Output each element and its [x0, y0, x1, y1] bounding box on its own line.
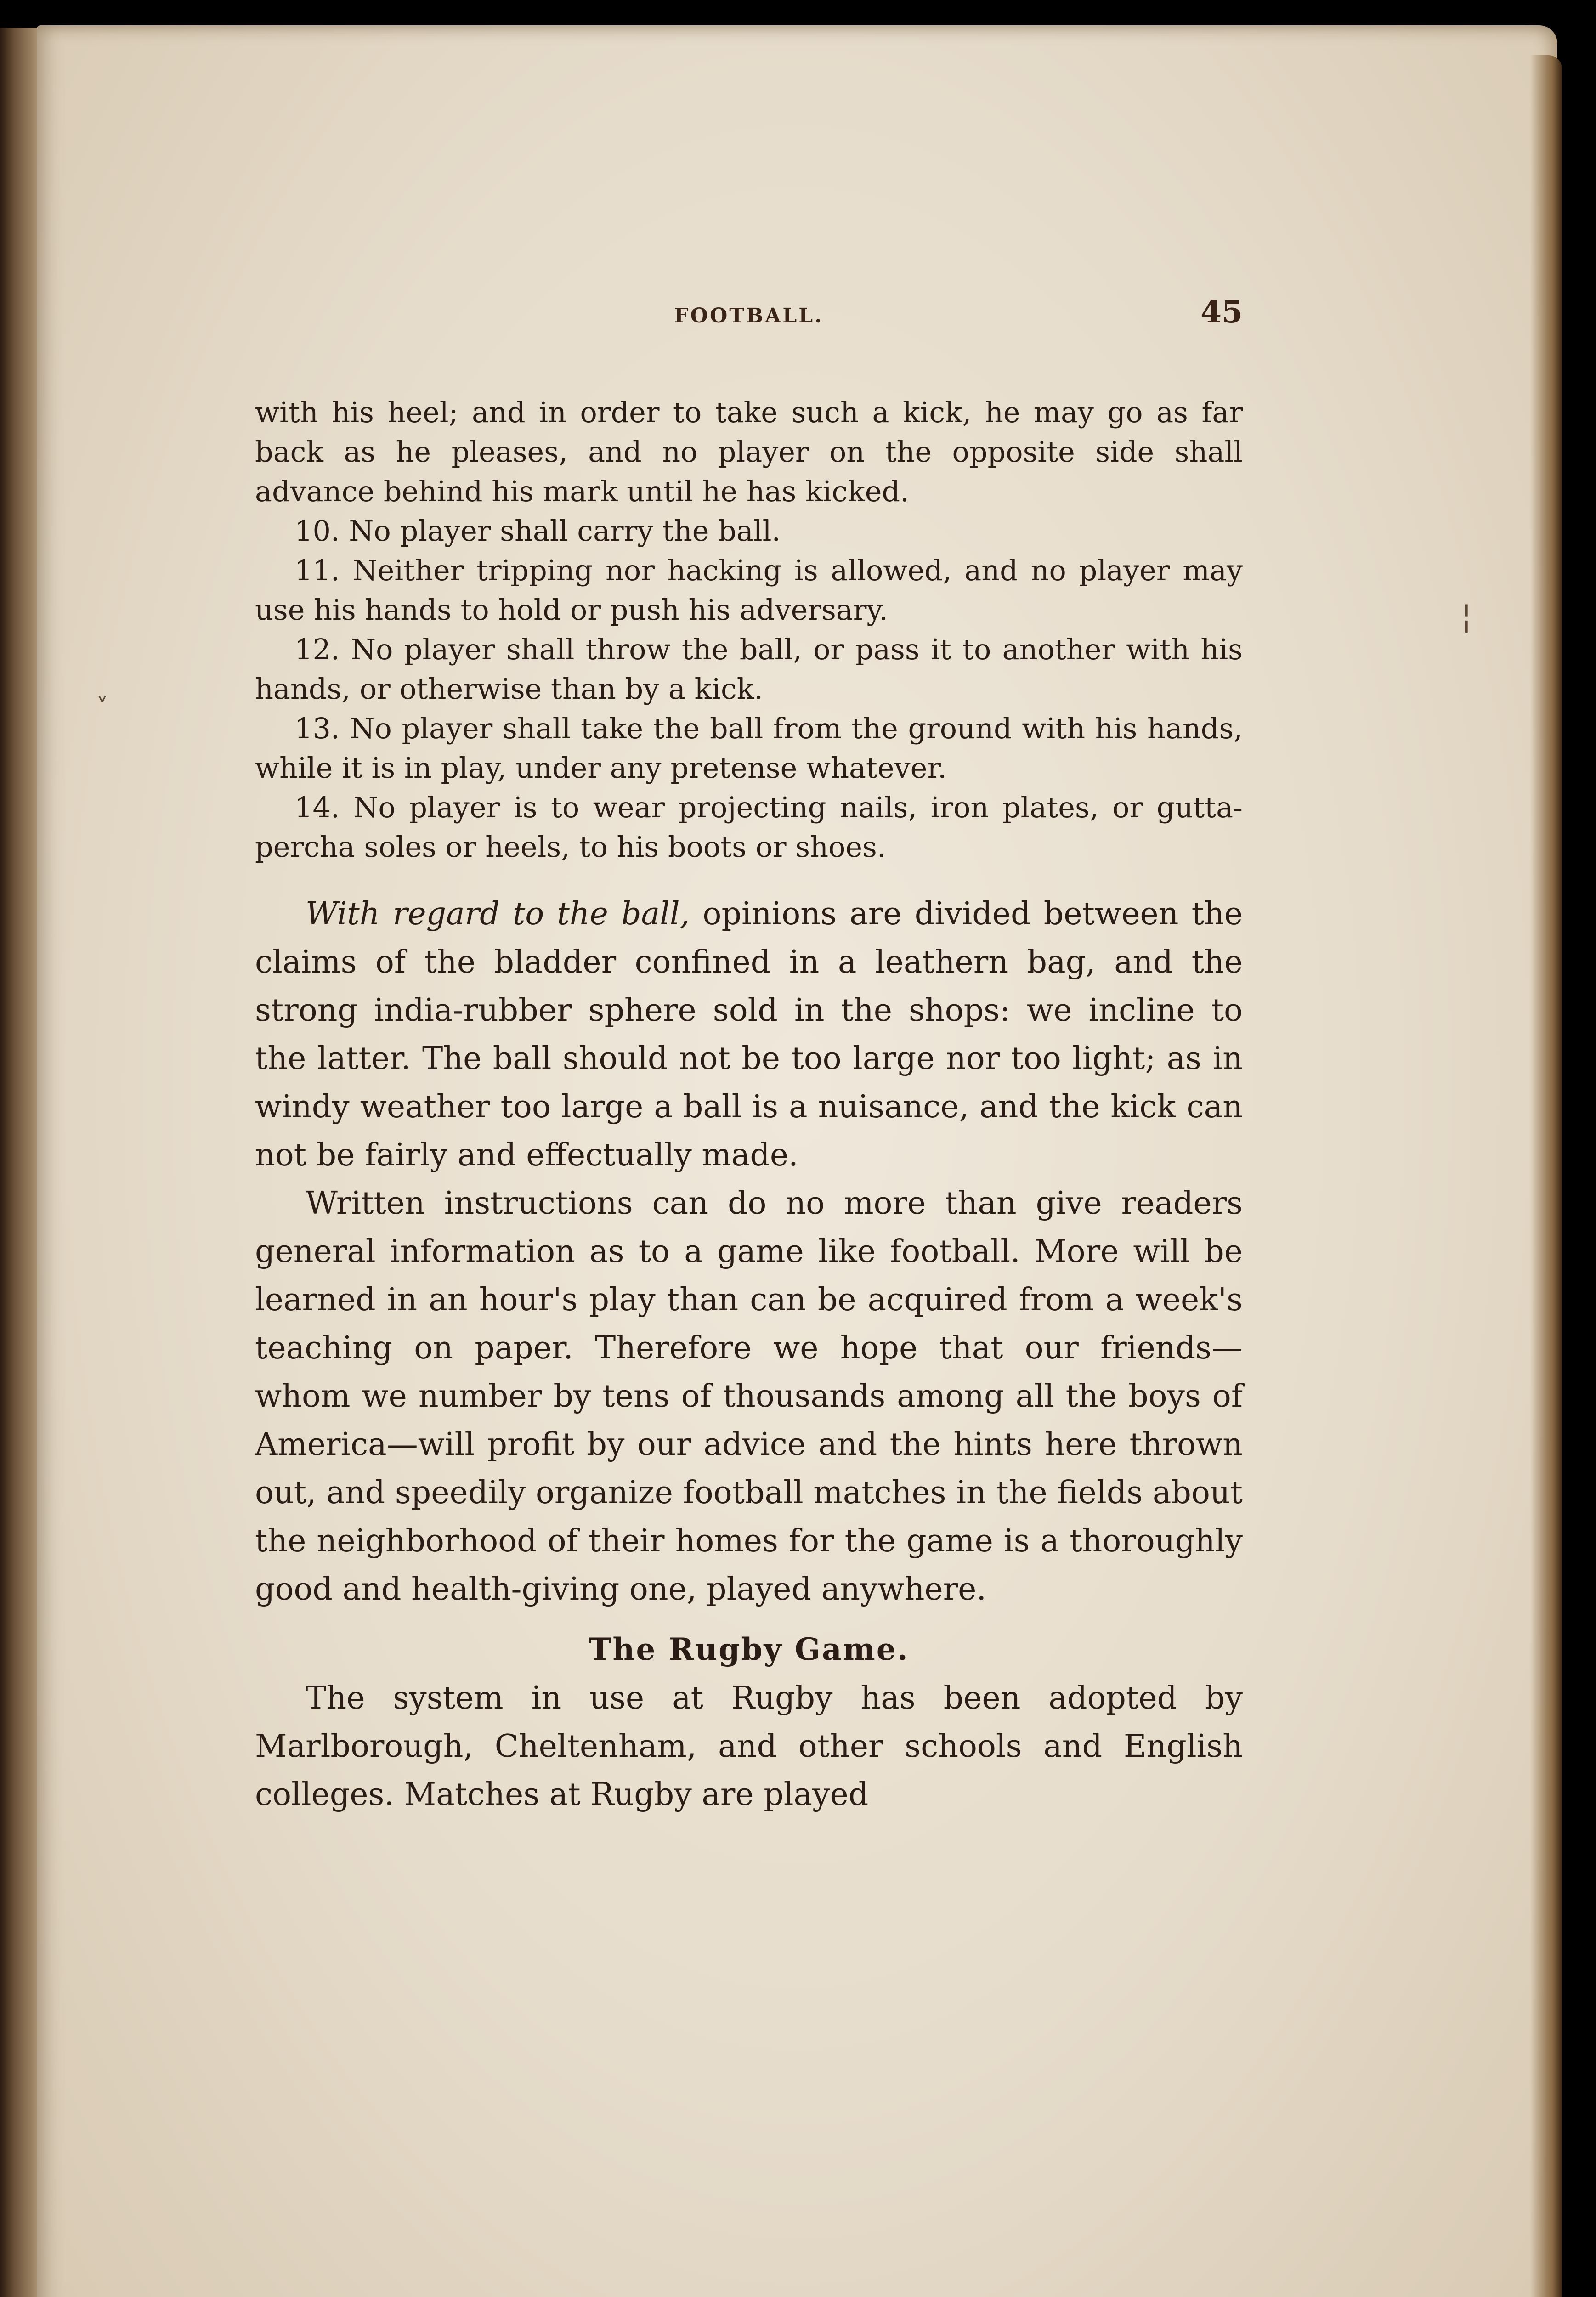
rule-13: 13. No player shall take the ball from the ground with his hands, while it is in play, under any pretense whatever. — [255, 712, 1243, 785]
rule-14: 14. No player is to wear projecting nails, iron plates, or gutta-percha soles or heels, to his boots or shoes. — [255, 791, 1243, 864]
page-right-edge — [1530, 55, 1562, 2297]
section-heading: The Rugby Game. — [589, 1631, 909, 1667]
rules-list — [255, 393, 1243, 867]
page-body — [255, 393, 1243, 1819]
margin-mark-left: ˅ — [96, 694, 108, 720]
paragraph-ball-text: opinions are divided between the claims of the bladder confined in a leathern bag, and the strong india-rubber sphere sold in the shops: we incline to the latter. The ball should not be too large nor too light; as in windy weather too large a ball is a nuisance, and the kick can not be fairly and effectually made. — [255, 896, 1243, 1173]
rule-10: 10. No player shall carry the ball. — [294, 514, 781, 548]
page-number: 45 — [1200, 294, 1243, 330]
rule-continuation: with his heel; and in order to take such a kick, he may go as far back as he pleases, and no player on the opposite side shall advance behind his mark until he has kicked. — [255, 396, 1243, 508]
prose-section — [255, 890, 1243, 1613]
book-spine-edge — [0, 28, 41, 2297]
rugby-section — [255, 1674, 1243, 1819]
margin-mark-right: ¦ — [1461, 597, 1472, 635]
rule-11: 11. Neither tripping nor hacking is allowed, and no player may use his hands to hold or push his adversary. — [255, 554, 1243, 627]
paragraph-ball — [255, 890, 1243, 1179]
paragraph-ball-lead: With regard to the ball, — [306, 896, 690, 932]
running-title: FOOTBALL. — [674, 304, 824, 328]
paragraph-rugby: The system in use at Rugby has been adopted by Marlborough, Cheltenham, and other schools and English colleges. Matches at Rugby are played — [255, 1680, 1243, 1813]
paragraph-written-instructions: Written instructions can do no more than give readers general information as to a game like football. More will be learned in an hour's play than can be acquired from a week's teaching on paper. Therefore we hope that our friends—whom we number by tens of thousands among all the boys of America—will profit by our advice and the hints here thrown out, and speedily organize football matches in the fields about the neighborhood of their homes for the game is a thoroughly good and health-giving one, played anywhere. — [255, 1185, 1243, 1607]
rule-12: 12. No player shall throw the ball, or pass it to another with his hands, or otherwise than by a kick. — [255, 633, 1243, 706]
running-head — [255, 294, 1243, 335]
